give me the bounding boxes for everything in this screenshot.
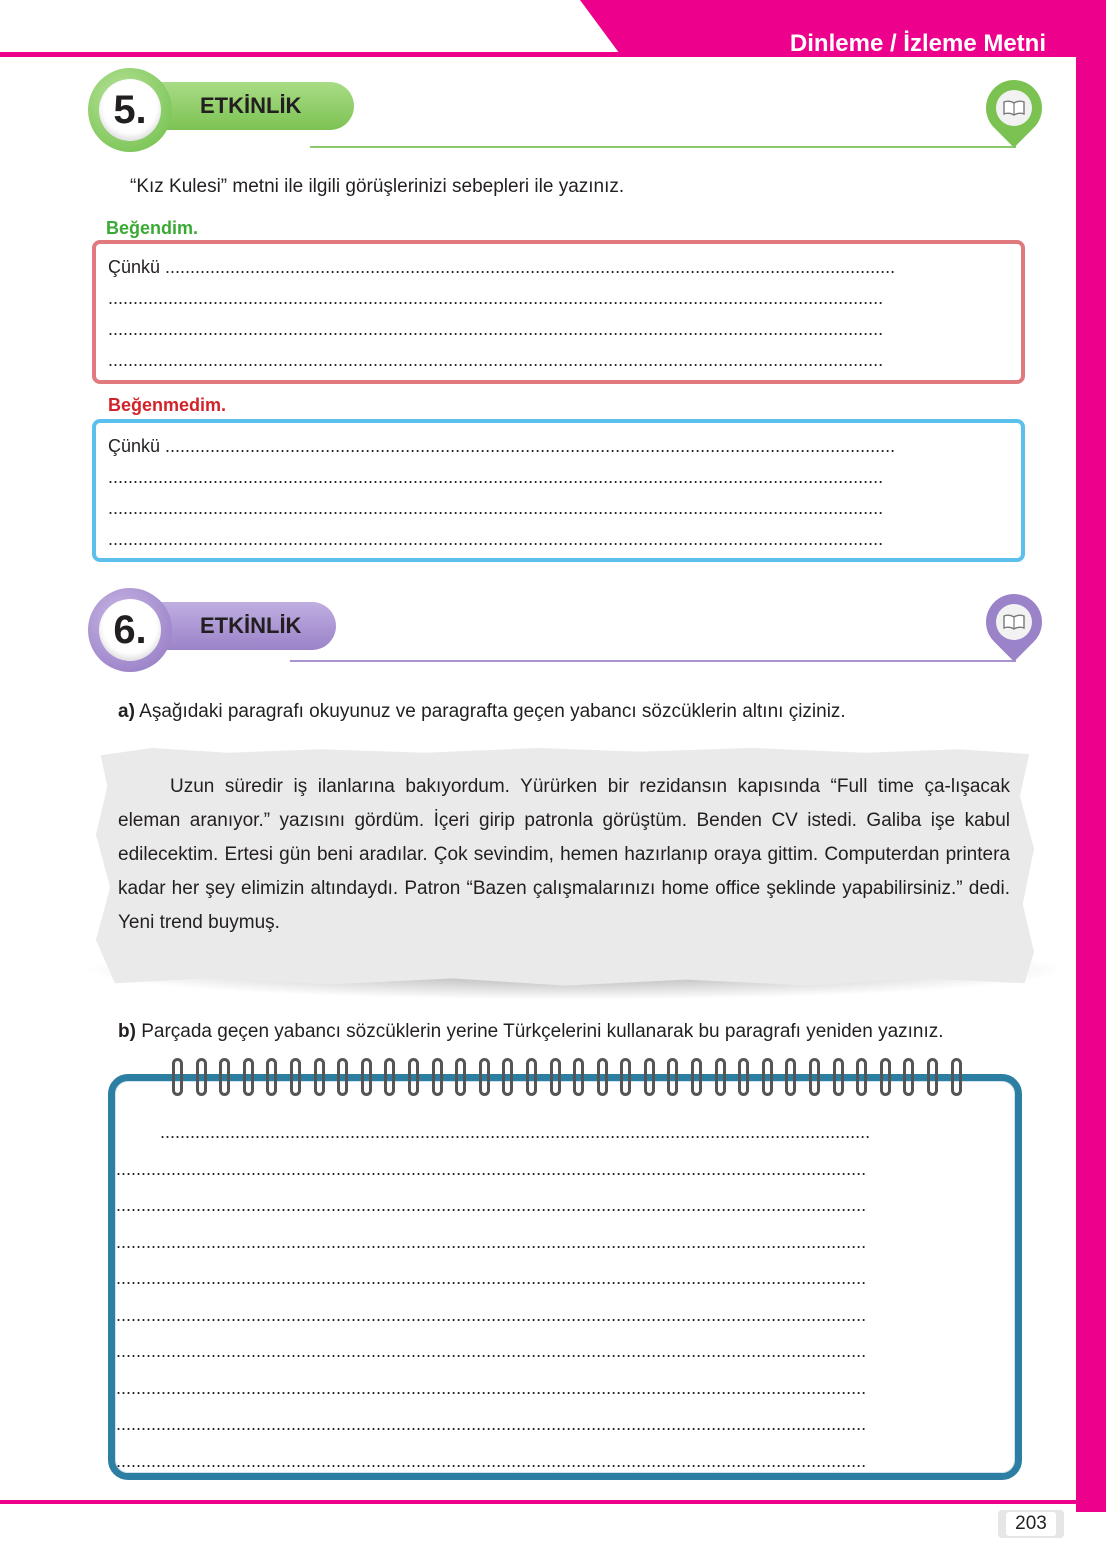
spiral-ring-icon xyxy=(785,1058,796,1096)
activity-6-label: ETKİNLİK xyxy=(148,602,336,650)
spiral-ring-icon xyxy=(573,1058,584,1096)
spiral-ring-icon xyxy=(620,1058,631,1096)
activity-5-label: ETKİNLİK xyxy=(148,82,354,130)
spiral-ring-icon xyxy=(880,1058,891,1096)
spiral-ring-icon xyxy=(809,1058,820,1096)
activity-5-rule xyxy=(310,146,1016,148)
answer-line: ........................................................................................................................................................... xyxy=(108,467,884,487)
spiral-ring-icon xyxy=(337,1058,348,1096)
spiral-ring-icon xyxy=(927,1058,938,1096)
disliked-answer-box[interactable] xyxy=(92,419,1025,562)
notebook-line: ...................................................................................................................................................... xyxy=(116,1450,867,1471)
spiral-ring-icon xyxy=(550,1058,561,1096)
book-pin-icon xyxy=(974,68,1053,147)
part-b-marker: b) xyxy=(118,1021,136,1042)
activity-6-rule xyxy=(290,660,1016,662)
notebook-spiral xyxy=(172,1058,962,1098)
spiral-ring-icon xyxy=(455,1058,466,1096)
notebook-line: ...................................................................................................................................................... xyxy=(116,1341,867,1361)
liked-answer-box[interactable] xyxy=(92,240,1025,384)
notebook-line: ...................................................................................................................................................... xyxy=(116,1231,867,1252)
spiral-ring-icon xyxy=(243,1058,254,1096)
bottom-border xyxy=(0,1500,1106,1504)
paragraph-text: Uzun süredir iş ilanlarına bakıyordum. Yürürken bir rezidansın kapısında “Full time ça-lışacak eleman aranıyor.” yazısını gördüm. İçeri girip patronla görüştüm. Benden CV istedi. Galiba işe kabul edilecektim. Ertesi gün beni aradılar. Çok sevindim, hemen hazırlanıp oraya gittim. Computerdan printera kadar her şey elimizin altındaydı. Patron “Bazen çalışmalarınızı home office şeklinde yapabilirsiniz.” dedi. Yeni trend buymuş. xyxy=(118,776,1010,933)
spiral-ring-icon xyxy=(266,1058,277,1096)
answer-line: ........................................................................................................................................................... xyxy=(108,319,884,339)
spiral-ring-icon xyxy=(219,1058,230,1096)
notebook-line: ...................................................................................................................................................... xyxy=(116,1195,867,1215)
section-title: Dinleme / İzleme Metni xyxy=(789,30,1046,57)
book-icon xyxy=(1003,100,1025,116)
activity-5-prompt: “Kız Kulesi” metni ile ilgili görüşlerinizi sebepleri ile yazınız. xyxy=(130,176,625,197)
spiral-ring-icon xyxy=(196,1058,207,1096)
part-a-text: Aşağıdaki paragrafı okuyunuz ve paragrafta geçen yabancı sözcüklerin altını çiziniz. xyxy=(139,701,846,722)
foreign-words-paragraph xyxy=(118,770,1010,940)
part-a-marker: a) xyxy=(118,701,135,722)
notebook-line: .............................................................................................................................................. xyxy=(160,1122,871,1142)
activity-5-number: 5. xyxy=(99,79,161,141)
activity-6-badge xyxy=(88,588,172,672)
notebook-line: ...................................................................................................................................................... xyxy=(116,1158,867,1179)
liked-label: Beğendim. xyxy=(106,218,199,238)
spiral-ring-icon xyxy=(644,1058,655,1096)
answer-line: ........................................................................................................................................................... xyxy=(108,529,884,549)
spiral-ring-icon xyxy=(502,1058,513,1096)
spiral-ring-icon xyxy=(597,1058,608,1096)
notebook-line: ...................................................................................................................................................... xyxy=(116,1414,867,1434)
spiral-ring-icon xyxy=(762,1058,773,1096)
spiral-ring-icon xyxy=(408,1058,419,1096)
answer-line: Çünkü .................................................................................................................................................. xyxy=(108,257,896,277)
spiral-ring-icon xyxy=(738,1058,749,1096)
spiral-ring-icon xyxy=(903,1058,914,1096)
spiral-ring-icon xyxy=(856,1058,867,1096)
part-b-prompt xyxy=(118,1021,944,1043)
page-number: 203 xyxy=(1006,1512,1056,1536)
activity-6-number: 6. xyxy=(99,599,161,661)
right-border xyxy=(1076,52,1106,1512)
activity-5-badge xyxy=(88,68,172,152)
spiral-ring-icon xyxy=(432,1058,443,1096)
spiral-ring-icon xyxy=(951,1058,962,1096)
answer-line: Çünkü .................................................................................................................................................. xyxy=(108,436,896,456)
notebook-lines xyxy=(116,1114,1006,1479)
spiral-ring-icon xyxy=(479,1058,490,1096)
notebook-line: ...................................................................................................................................................... xyxy=(116,1304,867,1325)
spiral-ring-icon xyxy=(526,1058,537,1096)
answer-line: ........................................................................................................................................................... xyxy=(108,288,884,308)
part-b-text: Parçada geçen yabancı sözcüklerin yerine Türkçelerini kullanarak bu paragrafı yeniden yazınız. xyxy=(141,1021,944,1042)
spiral-ring-icon xyxy=(691,1058,702,1096)
book-pin-icon xyxy=(974,582,1053,661)
answer-line: ........................................................................................................................................................... xyxy=(108,350,884,370)
notebook-line: ...................................................................................................................................................... xyxy=(116,1377,867,1398)
book-icon xyxy=(1003,614,1025,630)
part-a-prompt xyxy=(118,701,846,723)
notebook-line: ...................................................................................................................................................... xyxy=(116,1268,867,1288)
spiral-ring-icon xyxy=(172,1058,183,1096)
spiral-ring-icon xyxy=(314,1058,325,1096)
spiral-ring-icon xyxy=(667,1058,678,1096)
answer-line: ........................................................................................................................................................... xyxy=(108,498,884,518)
disliked-label: Beğenmedim. xyxy=(108,395,227,415)
spiral-ring-icon xyxy=(384,1058,395,1096)
spiral-ring-icon xyxy=(833,1058,844,1096)
spiral-ring-icon xyxy=(361,1058,372,1096)
spiral-ring-icon xyxy=(715,1058,726,1096)
spiral-ring-icon xyxy=(290,1058,301,1096)
